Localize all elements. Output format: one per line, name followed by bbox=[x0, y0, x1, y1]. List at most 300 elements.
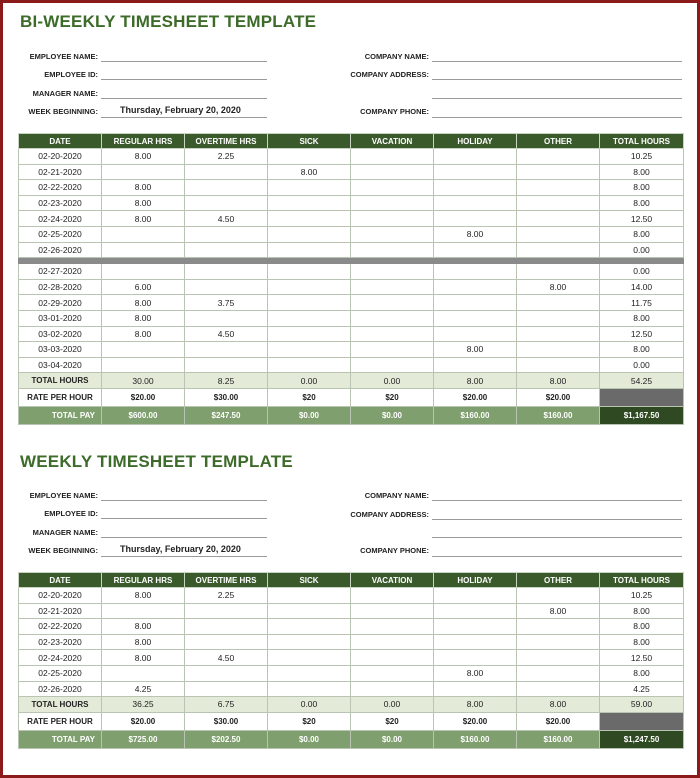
cell-holiday[interactable] bbox=[434, 264, 517, 280]
cell-holiday[interactable] bbox=[434, 149, 517, 165]
cell-overtime[interactable]: 3.75 bbox=[185, 295, 268, 311]
rate-overtime[interactable]: $30.00 bbox=[185, 388, 268, 406]
total-regular: 30.00 bbox=[102, 373, 185, 389]
cell-total: 12.50 bbox=[600, 326, 684, 342]
cell-date: 02-22-2020 bbox=[19, 619, 102, 635]
cell-holiday[interactable] bbox=[434, 326, 517, 342]
cell-vacation[interactable] bbox=[351, 310, 434, 326]
cell-sick[interactable] bbox=[268, 226, 351, 242]
cell-vacation[interactable] bbox=[351, 226, 434, 242]
pay-vacation: $0.00 bbox=[351, 406, 434, 424]
cell-holiday[interactable] bbox=[434, 619, 517, 635]
cell-regular[interactable] bbox=[102, 164, 185, 180]
cell-regular[interactable]: 8.00 bbox=[102, 211, 185, 227]
cell-holiday[interactable] bbox=[434, 180, 517, 196]
cell-holiday[interactable] bbox=[434, 211, 517, 227]
cell-vacation[interactable] bbox=[351, 211, 434, 227]
cell-other[interactable] bbox=[517, 326, 600, 342]
company-name-field[interactable] bbox=[432, 61, 682, 62]
manager-name-label: MANAGER NAME: bbox=[32, 528, 98, 537]
cell-total: 12.50 bbox=[600, 650, 684, 666]
cell-date: 02-20-2020 bbox=[19, 588, 102, 604]
cell-sick[interactable] bbox=[268, 634, 351, 650]
header-other: OTHER bbox=[517, 573, 600, 588]
week2-body bbox=[19, 264, 684, 373]
cell-date: 02-26-2020 bbox=[19, 242, 102, 258]
total-all-hours: 59.00 bbox=[600, 697, 684, 713]
header-sick: SICK bbox=[268, 134, 351, 149]
cell-total: 8.00 bbox=[600, 180, 684, 196]
cell-regular[interactable]: 4.25 bbox=[102, 681, 185, 697]
cell-vacation[interactable] bbox=[351, 619, 434, 635]
cell-other[interactable] bbox=[517, 195, 600, 211]
cell-total: 8.00 bbox=[600, 665, 684, 681]
cell-other[interactable] bbox=[517, 357, 600, 373]
cell-total: 14.00 bbox=[600, 279, 684, 295]
cell-holiday[interactable] bbox=[434, 603, 517, 619]
cell-regular[interactable] bbox=[102, 357, 185, 373]
rate-label: RATE PER HOUR bbox=[19, 712, 102, 730]
table-row bbox=[19, 242, 684, 258]
company-address-field[interactable] bbox=[432, 519, 682, 520]
week-beginning-value[interactable]: Thursday, February 20, 2020 bbox=[120, 544, 241, 554]
cell-total: 0.00 bbox=[600, 264, 684, 280]
cell-other[interactable] bbox=[517, 264, 600, 280]
employee-name-label: EMPLOYEE NAME: bbox=[29, 491, 98, 500]
cell-sick[interactable] bbox=[268, 211, 351, 227]
cell-overtime[interactable] bbox=[185, 226, 268, 242]
week-beginning-label: WEEK BEGINNING: bbox=[28, 546, 98, 555]
cell-regular[interactable] bbox=[102, 226, 185, 242]
total-vacation: 0.00 bbox=[351, 697, 434, 713]
cell-other[interactable] bbox=[517, 342, 600, 358]
cell-vacation[interactable] bbox=[351, 357, 434, 373]
cell-other[interactable] bbox=[517, 211, 600, 227]
cell-total: 8.00 bbox=[600, 603, 684, 619]
cell-date: 02-29-2020 bbox=[19, 295, 102, 311]
total-all-hours: 54.25 bbox=[600, 373, 684, 389]
pay-other: $160.00 bbox=[517, 406, 600, 424]
summary-body bbox=[19, 373, 684, 425]
table-row bbox=[19, 164, 684, 180]
table-row bbox=[19, 650, 684, 666]
cell-vacation[interactable] bbox=[351, 665, 434, 681]
pay-sick: $0.00 bbox=[268, 406, 351, 424]
pay-holiday: $160.00 bbox=[434, 730, 517, 748]
cell-other[interactable] bbox=[517, 149, 600, 165]
cell-sick[interactable] bbox=[268, 279, 351, 295]
header-regular-hrs: REGULAR HRS bbox=[102, 573, 185, 588]
table-row bbox=[19, 279, 684, 295]
cell-holiday[interactable] bbox=[434, 650, 517, 666]
rate-regular[interactable]: $20.00 bbox=[102, 388, 185, 406]
week-beginning-field bbox=[101, 117, 267, 118]
cell-regular[interactable]: 8.00 bbox=[102, 149, 185, 165]
company-name-label: COMPANY NAME: bbox=[364, 491, 429, 500]
cell-holiday[interactable] bbox=[434, 195, 517, 211]
cell-regular[interactable]: 8.00 bbox=[102, 619, 185, 635]
cell-regular[interactable]: 6.00 bbox=[102, 279, 185, 295]
cell-total: 8.00 bbox=[600, 164, 684, 180]
rate-holiday[interactable]: $20.00 bbox=[434, 712, 517, 730]
cell-sick[interactable] bbox=[268, 650, 351, 666]
table-row bbox=[19, 149, 684, 165]
company-phone-label: COMPANY PHONE: bbox=[360, 107, 429, 116]
table-row bbox=[19, 634, 684, 650]
cell-total: 8.00 bbox=[600, 195, 684, 211]
cell-date: 02-24-2020 bbox=[19, 211, 102, 227]
employee-name-field[interactable] bbox=[101, 500, 267, 501]
cell-regular[interactable] bbox=[102, 264, 185, 280]
cell-overtime[interactable]: 2.25 bbox=[185, 588, 268, 604]
pay-regular: $600.00 bbox=[102, 406, 185, 424]
total-overtime: 6.75 bbox=[185, 697, 268, 713]
table-row bbox=[19, 603, 684, 619]
cell-regular[interactable]: 8.00 bbox=[102, 634, 185, 650]
cell-holiday[interactable] bbox=[434, 588, 517, 604]
cell-overtime[interactable] bbox=[185, 681, 268, 697]
cell-date: 02-26-2020 bbox=[19, 681, 102, 697]
cell-date: 02-25-2020 bbox=[19, 226, 102, 242]
employee-name-field[interactable] bbox=[101, 61, 267, 62]
cell-regular[interactable]: 8.00 bbox=[102, 650, 185, 666]
pay-regular: $725.00 bbox=[102, 730, 185, 748]
rate-sick[interactable]: $20 bbox=[268, 388, 351, 406]
cell-overtime[interactable] bbox=[185, 603, 268, 619]
header-regular-hrs: REGULAR HRS bbox=[102, 134, 185, 149]
cell-holiday[interactable] bbox=[434, 310, 517, 326]
cell-regular[interactable]: 8.00 bbox=[102, 195, 185, 211]
cell-sick[interactable] bbox=[268, 310, 351, 326]
cell-overtime[interactable]: 4.50 bbox=[185, 211, 268, 227]
cell-total: 8.00 bbox=[600, 619, 684, 635]
cell-vacation[interactable] bbox=[351, 342, 434, 358]
pay-grand-total: $1,247.50 bbox=[600, 730, 684, 748]
rate-row bbox=[19, 388, 684, 406]
cell-vacation[interactable] bbox=[351, 326, 434, 342]
header-date: DATE bbox=[19, 134, 102, 149]
cell-date: 02-22-2020 bbox=[19, 180, 102, 196]
table-row bbox=[19, 180, 684, 196]
table-row bbox=[19, 211, 684, 227]
total-pay-row bbox=[19, 730, 684, 748]
company-address-line2[interactable] bbox=[432, 98, 682, 99]
cell-sick[interactable] bbox=[268, 619, 351, 635]
cell-overtime[interactable] bbox=[185, 665, 268, 681]
cell-total: 8.00 bbox=[600, 342, 684, 358]
manager-name-field[interactable] bbox=[101, 537, 267, 538]
total-vacation: 0.00 bbox=[351, 373, 434, 389]
cell-regular[interactable]: 8.00 bbox=[102, 180, 185, 196]
cell-total: 10.25 bbox=[600, 149, 684, 165]
pay-overtime: $202.50 bbox=[185, 730, 268, 748]
cell-total: 8.00 bbox=[600, 310, 684, 326]
cell-sick[interactable] bbox=[268, 195, 351, 211]
pay-sick: $0.00 bbox=[268, 730, 351, 748]
cell-date: 02-23-2020 bbox=[19, 195, 102, 211]
pay-holiday: $160.00 bbox=[434, 406, 517, 424]
cell-other[interactable] bbox=[517, 634, 600, 650]
rate-holiday[interactable]: $20.00 bbox=[434, 388, 517, 406]
summary-body bbox=[19, 697, 684, 749]
cell-vacation[interactable] bbox=[351, 650, 434, 666]
cell-vacation[interactable] bbox=[351, 180, 434, 196]
cell-date: 02-24-2020 bbox=[19, 650, 102, 666]
cell-overtime[interactable] bbox=[185, 180, 268, 196]
cell-overtime[interactable] bbox=[185, 342, 268, 358]
cell-date: 03-02-2020 bbox=[19, 326, 102, 342]
cell-other[interactable]: 8.00 bbox=[517, 603, 600, 619]
total-hours-row bbox=[19, 373, 684, 389]
cell-sick[interactable] bbox=[268, 357, 351, 373]
cell-overtime[interactable]: 2.25 bbox=[185, 149, 268, 165]
cell-regular[interactable] bbox=[102, 603, 185, 619]
company-address-label: COMPANY ADDRESS: bbox=[350, 70, 429, 79]
cell-other[interactable] bbox=[517, 588, 600, 604]
cell-holiday[interactable] bbox=[434, 279, 517, 295]
cell-total: 12.50 bbox=[600, 211, 684, 227]
pay-overtime: $247.50 bbox=[185, 406, 268, 424]
cell-total: 8.00 bbox=[600, 226, 684, 242]
table-row bbox=[19, 342, 684, 358]
cell-date: 03-01-2020 bbox=[19, 310, 102, 326]
cell-total: 4.25 bbox=[600, 681, 684, 697]
cell-other[interactable] bbox=[517, 226, 600, 242]
cell-overtime[interactable] bbox=[185, 357, 268, 373]
table-row bbox=[19, 226, 684, 242]
cell-other[interactable] bbox=[517, 310, 600, 326]
cell-vacation[interactable] bbox=[351, 164, 434, 180]
cell-sick[interactable] bbox=[268, 242, 351, 258]
cell-vacation[interactable] bbox=[351, 264, 434, 280]
cell-regular[interactable]: 8.00 bbox=[102, 310, 185, 326]
cell-overtime[interactable] bbox=[185, 619, 268, 635]
manager-name-field[interactable] bbox=[101, 98, 267, 99]
cell-vacation[interactable] bbox=[351, 681, 434, 697]
table-row bbox=[19, 310, 684, 326]
cell-date: 02-28-2020 bbox=[19, 279, 102, 295]
cell-sick[interactable] bbox=[268, 326, 351, 342]
cell-vacation[interactable] bbox=[351, 149, 434, 165]
table-row bbox=[19, 681, 684, 697]
cell-overtime[interactable]: 4.50 bbox=[185, 650, 268, 666]
cell-regular[interactable] bbox=[102, 665, 185, 681]
cell-regular[interactable] bbox=[102, 242, 185, 258]
total-holiday: 8.00 bbox=[434, 697, 517, 713]
cell-sick[interactable] bbox=[268, 295, 351, 311]
company-name-label: COMPANY NAME: bbox=[364, 52, 429, 61]
rate-row bbox=[19, 712, 684, 730]
table-row bbox=[19, 295, 684, 311]
cell-holiday[interactable]: 8.00 bbox=[434, 226, 517, 242]
cell-holiday[interactable] bbox=[434, 634, 517, 650]
cell-other[interactable] bbox=[517, 650, 600, 666]
header-overtime-hrs: OVERTIME HRS bbox=[185, 134, 268, 149]
header-other: OTHER bbox=[517, 134, 600, 149]
table-row bbox=[19, 619, 684, 635]
pay-grand-total: $1,167.50 bbox=[600, 406, 684, 424]
cell-sick[interactable] bbox=[268, 264, 351, 280]
header-vacation: VACATION bbox=[351, 573, 434, 588]
total-other: 8.00 bbox=[517, 697, 600, 713]
week-beginning-label: WEEK BEGINNING: bbox=[28, 107, 98, 116]
cell-regular[interactable]: 8.00 bbox=[102, 326, 185, 342]
company-phone-field[interactable] bbox=[432, 556, 682, 557]
cell-vacation[interactable] bbox=[351, 279, 434, 295]
total-pay-label: TOTAL PAY bbox=[19, 730, 102, 748]
cell-overtime[interactable] bbox=[185, 279, 268, 295]
cell-date: 02-25-2020 bbox=[19, 665, 102, 681]
total-holiday: 8.00 bbox=[434, 373, 517, 389]
employee-name-label: EMPLOYEE NAME: bbox=[29, 52, 98, 61]
weekly-table bbox=[18, 572, 684, 749]
cell-other[interactable]: 8.00 bbox=[517, 279, 600, 295]
cell-sick[interactable] bbox=[268, 149, 351, 165]
cell-other[interactable] bbox=[517, 180, 600, 196]
pay-vacation: $0.00 bbox=[351, 730, 434, 748]
cell-other[interactable] bbox=[517, 164, 600, 180]
cell-overtime[interactable] bbox=[185, 164, 268, 180]
biweekly-table bbox=[18, 133, 684, 425]
pay-other: $160.00 bbox=[517, 730, 600, 748]
cell-holiday[interactable] bbox=[434, 164, 517, 180]
cell-overtime[interactable] bbox=[185, 310, 268, 326]
table-header-row bbox=[19, 134, 684, 149]
cell-overtime[interactable] bbox=[185, 195, 268, 211]
total-hours-label: TOTAL HOURS bbox=[19, 697, 102, 713]
rate-empty-cell bbox=[600, 388, 684, 406]
employee-id-field[interactable] bbox=[101, 518, 267, 519]
company-phone-field[interactable] bbox=[432, 117, 682, 118]
header-total-hours: TOTAL HOURS bbox=[600, 134, 684, 149]
cell-sick[interactable] bbox=[268, 681, 351, 697]
table-row bbox=[19, 264, 684, 280]
rate-vacation[interactable]: $20 bbox=[351, 712, 434, 730]
cell-holiday[interactable] bbox=[434, 357, 517, 373]
header-overtime-hrs: OVERTIME HRS bbox=[185, 573, 268, 588]
week1-body bbox=[19, 149, 684, 258]
cell-other[interactable] bbox=[517, 681, 600, 697]
total-hours-label: TOTAL HOURS bbox=[19, 373, 102, 389]
cell-holiday[interactable] bbox=[434, 242, 517, 258]
total-regular: 36.25 bbox=[102, 697, 185, 713]
week-beginning-field bbox=[101, 556, 267, 557]
rate-other[interactable]: $20.00 bbox=[517, 388, 600, 406]
cell-sick[interactable] bbox=[268, 342, 351, 358]
cell-total: 11.75 bbox=[600, 295, 684, 311]
cell-regular[interactable]: 8.00 bbox=[102, 588, 185, 604]
company-address-line2[interactable] bbox=[432, 537, 682, 538]
cell-overtime[interactable] bbox=[185, 634, 268, 650]
cell-holiday[interactable]: 8.00 bbox=[434, 342, 517, 358]
cell-vacation[interactable] bbox=[351, 195, 434, 211]
cell-sick[interactable] bbox=[268, 180, 351, 196]
cell-date: 02-27-2020 bbox=[19, 264, 102, 280]
cell-overtime[interactable]: 4.50 bbox=[185, 326, 268, 342]
cell-other[interactable] bbox=[517, 242, 600, 258]
header-total-hours: TOTAL HOURS bbox=[600, 573, 684, 588]
cell-vacation[interactable] bbox=[351, 242, 434, 258]
weekly-body bbox=[19, 588, 684, 697]
employee-id-label: EMPLOYEE ID: bbox=[44, 509, 98, 518]
cell-date: 03-03-2020 bbox=[19, 342, 102, 358]
total-pay-label: TOTAL PAY bbox=[19, 406, 102, 424]
cell-total: 10.25 bbox=[600, 588, 684, 604]
cell-date: 02-20-2020 bbox=[19, 149, 102, 165]
rate-empty-cell bbox=[600, 712, 684, 730]
cell-overtime[interactable] bbox=[185, 242, 268, 258]
cell-sick[interactable] bbox=[268, 665, 351, 681]
cell-total: 0.00 bbox=[600, 242, 684, 258]
total-overtime: 8.25 bbox=[185, 373, 268, 389]
cell-date: 03-04-2020 bbox=[19, 357, 102, 373]
rate-other[interactable]: $20.00 bbox=[517, 712, 600, 730]
header-holiday: HOLIDAY bbox=[434, 573, 517, 588]
total-sick: 0.00 bbox=[268, 373, 351, 389]
cell-vacation[interactable] bbox=[351, 634, 434, 650]
header-date: DATE bbox=[19, 573, 102, 588]
cell-date: 02-21-2020 bbox=[19, 603, 102, 619]
cell-total: 8.00 bbox=[600, 634, 684, 650]
cell-regular[interactable] bbox=[102, 342, 185, 358]
employee-id-label: EMPLOYEE ID: bbox=[44, 70, 98, 79]
cell-regular[interactable]: 8.00 bbox=[102, 295, 185, 311]
table-row bbox=[19, 195, 684, 211]
table-row bbox=[19, 665, 684, 681]
company-name-field[interactable] bbox=[432, 500, 682, 501]
cell-sick[interactable]: 8.00 bbox=[268, 164, 351, 180]
cell-other[interactable] bbox=[517, 619, 600, 635]
total-hours-row bbox=[19, 697, 684, 713]
cell-vacation[interactable] bbox=[351, 588, 434, 604]
total-other: 8.00 bbox=[517, 373, 600, 389]
employee-id-field[interactable] bbox=[101, 79, 267, 80]
rate-regular[interactable]: $20.00 bbox=[102, 712, 185, 730]
total-sick: 0.00 bbox=[268, 697, 351, 713]
cell-overtime[interactable] bbox=[185, 264, 268, 280]
cell-holiday[interactable] bbox=[434, 681, 517, 697]
cell-other[interactable] bbox=[517, 665, 600, 681]
rate-sick[interactable]: $20 bbox=[268, 712, 351, 730]
table-row bbox=[19, 357, 684, 373]
rate-vacation[interactable]: $20 bbox=[351, 388, 434, 406]
header-holiday: HOLIDAY bbox=[434, 134, 517, 149]
company-phone-label: COMPANY PHONE: bbox=[360, 546, 429, 555]
cell-date: 02-21-2020 bbox=[19, 164, 102, 180]
table-row bbox=[19, 588, 684, 604]
rate-overtime[interactable]: $30.00 bbox=[185, 712, 268, 730]
company-address-label: COMPANY ADDRESS: bbox=[350, 510, 429, 519]
cell-date: 02-23-2020 bbox=[19, 634, 102, 650]
total-pay-row bbox=[19, 406, 684, 424]
header-sick: SICK bbox=[268, 573, 351, 588]
manager-name-label: MANAGER NAME: bbox=[32, 89, 98, 98]
biweekly-title: BI-WEEKLY TIMESHEET TEMPLATE bbox=[20, 12, 317, 31]
cell-vacation[interactable] bbox=[351, 295, 434, 311]
cell-holiday[interactable]: 8.00 bbox=[434, 665, 517, 681]
rate-label: RATE PER HOUR bbox=[19, 388, 102, 406]
week-beginning-value[interactable]: Thursday, February 20, 2020 bbox=[120, 105, 241, 115]
cell-sick[interactable] bbox=[268, 603, 351, 619]
cell-vacation[interactable] bbox=[351, 603, 434, 619]
header-vacation: VACATION bbox=[351, 134, 434, 149]
company-address-field[interactable] bbox=[432, 79, 682, 80]
cell-holiday[interactable] bbox=[434, 295, 517, 311]
weekly-title: WEEKLY TIMESHEET TEMPLATE bbox=[20, 452, 293, 471]
table-header-row bbox=[19, 573, 684, 588]
cell-sick[interactable] bbox=[268, 588, 351, 604]
cell-other[interactable] bbox=[517, 295, 600, 311]
